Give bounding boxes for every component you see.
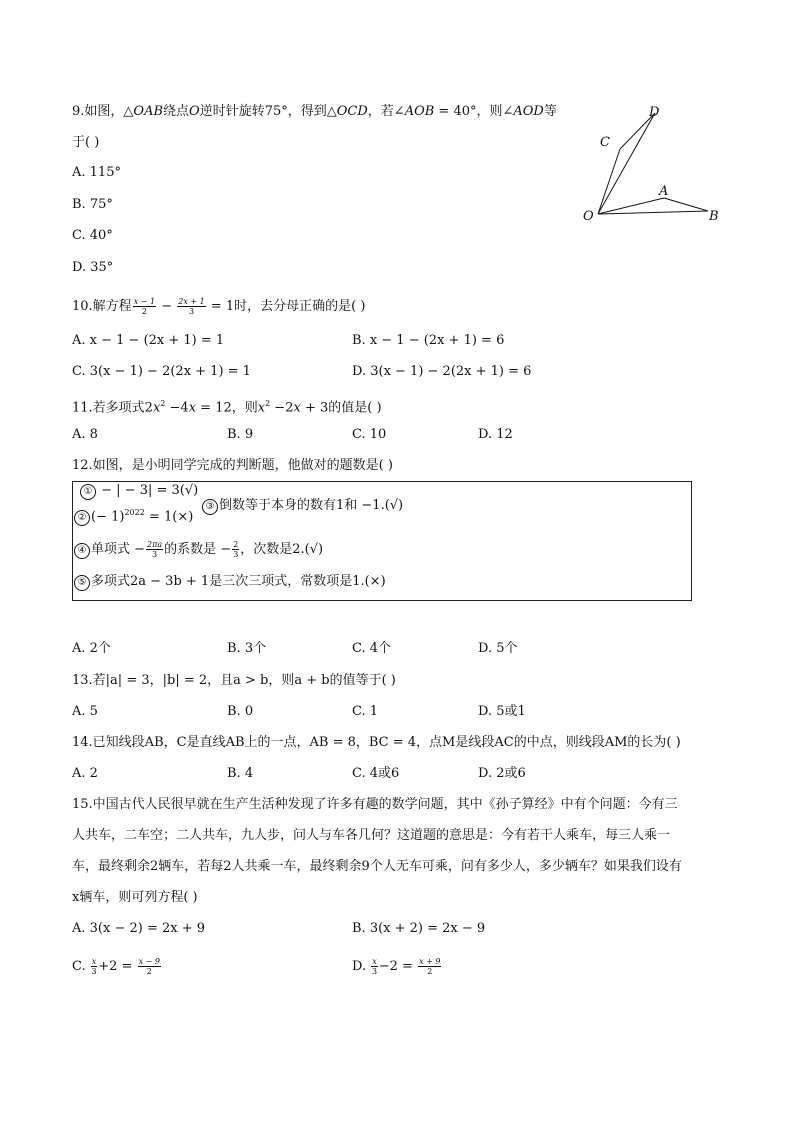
q12-item-1: ① − | − 3| = 3(√) — [80, 482, 198, 500]
q12-item-5: ⑤ 多项式2a − 3b + 1是三次三项式，常数项是1.(×) — [74, 573, 386, 591]
label-a: A — [659, 184, 669, 199]
q15-stem-line1: 15.中国古代人民很早就在生产生活种发现了许多有趣的数学问题，其中《孙子算经》中有个问题：今有三 — [72, 797, 678, 812]
label-c: C — [600, 135, 610, 150]
q12-option-a[interactable]: A. 2个 — [72, 641, 111, 656]
q13-option-b[interactable]: B. 0 — [227, 704, 254, 719]
q11-option-d[interactable]: D. 12 — [478, 427, 513, 442]
q14-option-d[interactable]: D. 2或6 — [478, 766, 526, 781]
q13-option-d[interactable]: D. 5或1 — [478, 704, 526, 719]
q12-option-b[interactable]: B. 3个 — [227, 641, 267, 656]
label-d: D — [649, 105, 660, 120]
q15-stem-line4: x辆车，则可列方程( ) — [72, 890, 198, 905]
q13-option-c[interactable]: C. 1 — [352, 704, 379, 719]
q9-option-b[interactable]: B. 75° — [72, 197, 113, 212]
q15-option-a[interactable]: A. 3(x − 2) = 2x + 9 — [72, 921, 206, 936]
q15-stem-line2: 人共车，二车空；二人共车，九人步，问人与车各几何？这道题的意思是：今有若干人乘车，每三人乘一 — [72, 828, 671, 843]
q11-option-c[interactable]: C. 10 — [352, 427, 387, 442]
q12-option-c[interactable]: C. 4个 — [352, 641, 392, 656]
q15-option-d[interactable]: D. $\frac{x}{3}$ −2 = $\frac{x + 9}{2}$ — [352, 957, 441, 976]
q10-option-d[interactable]: D. 3(x − 1) − 2(2x + 1) = 6 — [352, 364, 532, 379]
q9-figure — [575, 98, 735, 233]
q12-option-d[interactable]: D. 5个 — [478, 641, 518, 656]
q9-option-d[interactable]: D. 35° — [72, 260, 114, 275]
q12-item-2: ② (− 1)$^{2022}$ = 1(×) — [74, 504, 193, 526]
q15-option-c[interactable]: C. $\frac{x}{3}$ +2 = $\frac{x - 9}{2}$ — [72, 957, 161, 976]
q14-option-b[interactable]: B. 4 — [227, 766, 254, 781]
q12-item-3: ③ 倒数等于本身的数有1和 −1.(√) — [202, 497, 403, 515]
q9-stem: 9.如图，△OAB绕点O逆时针旋转75°，得到△OCD，若∠AOB = 40°，则∠AOD等 — [72, 104, 557, 119]
segment-od — [598, 113, 655, 214]
label-b: B — [709, 209, 719, 224]
q11-option-b[interactable]: B. 9 — [227, 427, 254, 442]
q11-option-a[interactable]: A. 8 — [72, 427, 98, 442]
label-o: O — [583, 209, 594, 224]
q12-item-4: ④ 单项式 − $\frac{2\pi a}{3}$ 的系数是 − $\frac{2}{3}$ ，次数是2.(√) — [74, 540, 323, 559]
q15-stem-line3: 车，最终剩余2辆车，若每2人共乘一车，最终剩余9个人无车可乘，问有多少人，多少辆车？如果我们设有 — [72, 859, 682, 874]
q14-stem: 14.已知线段AB，C是直线AB上的一点，AB = 8，BC = 4，点M是线段AC的中点，则线段AM的长为( ) — [72, 735, 681, 750]
q11-stem: 11.若多项式$2x^2 -4x = 12$，则$x^2 -2x + 3$的值是( ) — [72, 399, 382, 416]
q9-option-a[interactable]: A. 115° — [72, 165, 121, 180]
segment-ab — [664, 198, 708, 211]
q9-stem-line2: 于( ) — [72, 135, 100, 150]
q10-option-c[interactable]: C. 3(x − 1) − 2(2x + 1) = 1 — [72, 364, 251, 379]
q10-stem: 10.解方程 $\frac{x - 1}{2}$ − $\frac{2x + 1}{3}$ = 1时，去分母正确的是( ) — [72, 297, 366, 316]
q14-option-a[interactable]: A. 2 — [72, 766, 98, 781]
q13-stem: 13.若|a| = 3，|b| = 2，且a > b，则a + b的值等于( ) — [72, 673, 396, 688]
q9-option-c[interactable]: C. 40° — [72, 228, 113, 243]
q14-option-c[interactable]: C. 4或6 — [352, 766, 400, 781]
q15-option-b[interactable]: B. 3(x + 2) = 2x − 9 — [352, 921, 486, 936]
q12-stem: 12.如图，是小明同学完成的判断题，他做对的题数是( ) — [72, 458, 393, 473]
q10-option-a[interactable]: A. x − 1 − (2x + 1) = 1 — [72, 333, 225, 348]
q13-option-a[interactable]: A. 5 — [72, 704, 98, 719]
segment-ob — [598, 211, 708, 214]
q10-option-b[interactable]: B. x − 1 − (2x + 1) = 6 — [352, 333, 505, 348]
segment-oa — [598, 198, 664, 214]
